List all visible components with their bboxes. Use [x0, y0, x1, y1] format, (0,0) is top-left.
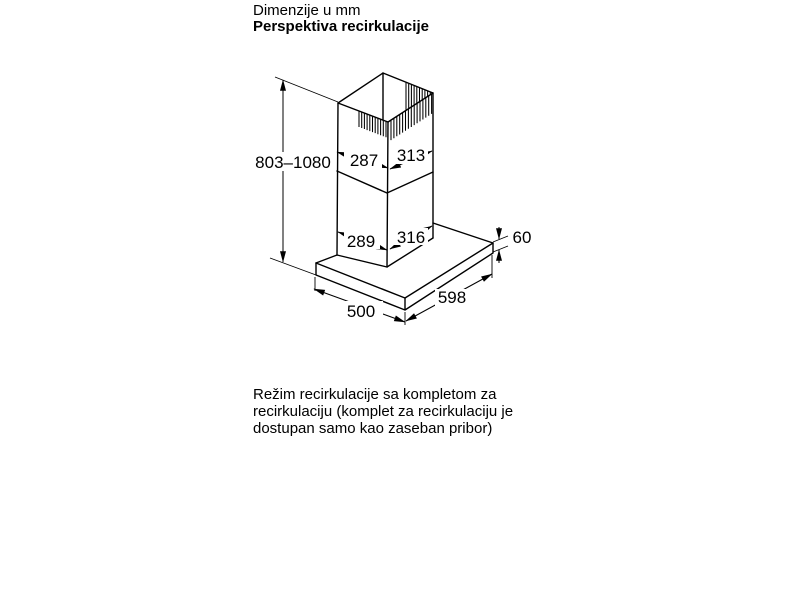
lower-depth-dimension-label: 316	[396, 228, 426, 247]
upper-depth-dimension-label: 313	[396, 146, 426, 165]
dimension-body-footprint	[314, 255, 492, 325]
page-title: Perspektiva recirkulacije	[253, 18, 429, 35]
body-height-dimension-label: 60	[512, 228, 532, 247]
chimney-top-rim	[338, 73, 433, 122]
chimney-section-seam	[337, 171, 433, 193]
upper-width-dimension-label: 287	[349, 151, 379, 170]
dimension-height	[255, 77, 338, 275]
dimension-upper-chimney	[337, 146, 432, 170]
body-width-dimension-label: 500	[346, 302, 376, 321]
recirculation-footnote	[253, 386, 513, 437]
height-dimension-label: 803–1080	[255, 153, 331, 172]
body-depth-dimension-label: 598	[437, 288, 467, 307]
dimension-body-height	[493, 227, 531, 263]
dimensions-unit-note: Dimenzije u mm	[253, 2, 361, 19]
footnote-line-3: dostupan samo kao zaseban pribor)	[253, 420, 493, 437]
vent-slots-left-face	[359, 111, 386, 137]
footnote-line-2: recirkulaciju (komplet za recirkulaciju je	[253, 403, 514, 420]
lower-width-dimension-label: 289	[346, 232, 376, 251]
height-extension-lines	[270, 77, 338, 275]
body-height-extension-lines	[493, 236, 508, 252]
footnote-line-1: Režim recirkulacije sa kompletom za	[253, 386, 497, 403]
